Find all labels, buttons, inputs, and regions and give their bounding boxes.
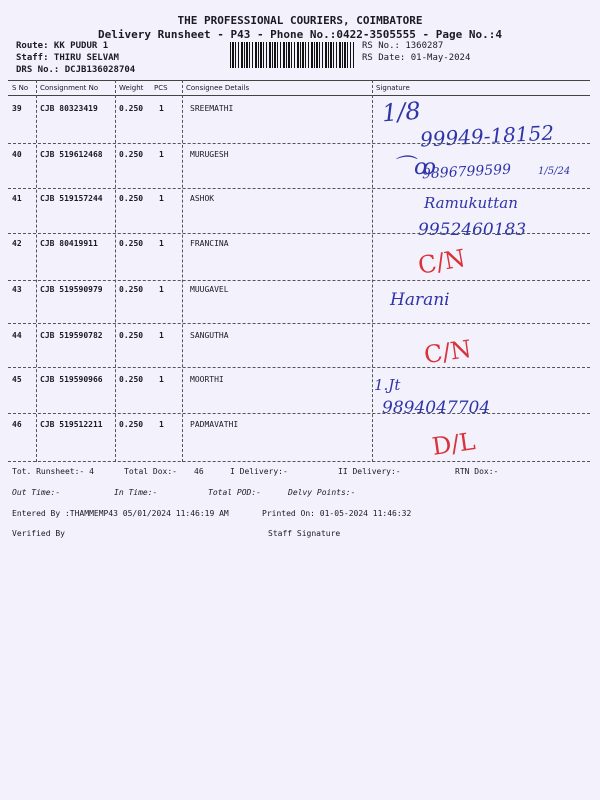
row-sno: 45 xyxy=(12,375,22,384)
row-rule xyxy=(8,413,590,414)
row-weight: 0.250 xyxy=(119,375,144,384)
total-pod: Total POD:- xyxy=(208,488,261,497)
rs-date: RS Date: 01-May-2024 xyxy=(362,53,471,63)
row-pcs: 1 xyxy=(159,104,164,113)
row-rule xyxy=(8,367,590,368)
total-dox-value: 46 xyxy=(194,467,204,476)
row-pcs: 1 xyxy=(159,150,164,159)
row-sno: 41 xyxy=(12,194,22,203)
col-header-sno: S No xyxy=(12,84,29,92)
row-consignment: CJB 80419911 xyxy=(40,239,98,248)
table-header-rule xyxy=(8,95,590,96)
row-sno: 42 xyxy=(12,239,22,248)
rtn-dox: RTN Dox:- xyxy=(455,467,499,476)
row-weight: 0.250 xyxy=(119,285,144,294)
row-consignee: SANGUTHA xyxy=(190,331,229,340)
col-header-consignee: Consignee Details xyxy=(186,84,250,92)
row-weight: 0.250 xyxy=(119,104,144,113)
col-divider xyxy=(115,80,116,462)
row-sno: 46 xyxy=(12,420,22,429)
handwritten-signature: 1.Jt xyxy=(374,376,401,394)
out-time: Out Time:- xyxy=(12,488,61,497)
signature-scrawl: ⌒ꝏ xyxy=(392,155,436,180)
row-pcs: 1 xyxy=(159,239,164,248)
runsheet-subtitle: Delivery Runsheet - P43 - Phone No.:0422-3505555 - Page No.:4 xyxy=(98,28,502,41)
col-header-consignment: Consignment No xyxy=(40,84,99,92)
company-title: THE PROFESSIONAL COURIERS, COIMBATORE xyxy=(177,14,423,27)
col-divider xyxy=(36,80,37,462)
row-consignment: CJB 80323419 xyxy=(40,104,98,113)
handwritten-signature: 1/8 xyxy=(381,96,422,128)
row-sno: 44 xyxy=(12,331,22,340)
row-sno: 39 xyxy=(12,104,22,113)
col-divider xyxy=(372,80,373,462)
row-consignee: MUUGAVEL xyxy=(190,285,229,294)
row-pcs: 1 xyxy=(159,331,164,340)
row-consignment: CJB 519512211 xyxy=(40,420,103,429)
handwritten-signature: 9896799599 xyxy=(421,161,512,183)
handwritten-signature: Ramukuttan xyxy=(424,194,518,212)
row-consignee: ASHOK xyxy=(190,194,215,203)
row-consignment: CJB 519590979 xyxy=(40,285,103,294)
row-consignee: MURUGESH xyxy=(190,150,229,159)
row-weight: 0.250 xyxy=(119,239,144,248)
barcode xyxy=(230,42,354,68)
rs-number: RS No.: 1360287 xyxy=(362,41,444,51)
entered-by: Entered By :THAMMEMP43 05/01/2024 11:46:19 AM xyxy=(12,509,229,518)
verified-by: Verified By xyxy=(12,529,65,538)
row-consignment: CJB 519590966 xyxy=(40,375,103,384)
ii-delivery: II Delivery:- xyxy=(338,467,401,476)
row-rule xyxy=(8,461,590,462)
row-consignment: CJB 519612468 xyxy=(40,150,103,159)
row-rule xyxy=(8,233,590,234)
row-pcs: 1 xyxy=(159,375,164,384)
in-time: In Time:- xyxy=(114,488,158,497)
handwritten-signature: 1/5/24 xyxy=(538,166,571,177)
handwritten-signature: Harani xyxy=(390,290,450,310)
row-rule xyxy=(8,188,590,189)
col-header-signature: Signature xyxy=(376,84,410,92)
drs-number: DRS No.: DCJB136028704 xyxy=(16,65,136,75)
row-sno: 43 xyxy=(12,285,22,294)
row-consignee: FRANCINA xyxy=(190,239,229,248)
handwritten-remark: C/N xyxy=(422,334,474,370)
handwritten-signature: 9894047704 xyxy=(382,398,491,418)
total-dox-label: Total Dox:- xyxy=(124,467,177,476)
row-pcs: 1 xyxy=(159,285,164,294)
row-rule xyxy=(8,280,590,281)
handwritten-signature: 9952460183 xyxy=(418,220,527,240)
row-sno: 40 xyxy=(12,150,22,159)
col-divider xyxy=(182,80,183,462)
row-consignee: PADMAVATHI xyxy=(190,420,239,429)
printed-on: Printed On: 01-05-2024 11:46:32 xyxy=(262,509,412,518)
row-weight: 0.250 xyxy=(119,150,144,159)
col-header-pcs: PCS xyxy=(154,84,168,92)
row-consignment: CJB 519590782 xyxy=(40,331,103,340)
row-consignee: SREEMATHI xyxy=(190,104,234,113)
handwritten-remark: C/N xyxy=(415,244,468,280)
col-header-weight: Weight xyxy=(119,84,144,92)
staff-signature-label: Staff Signature xyxy=(268,529,341,538)
i-delivery: I Delivery:- xyxy=(230,467,288,476)
row-rule xyxy=(8,143,590,144)
row-weight: 0.250 xyxy=(119,420,144,429)
route-label: Route: KK PUDUR 1 xyxy=(16,41,109,51)
row-pcs: 1 xyxy=(159,420,164,429)
row-rule xyxy=(8,323,590,324)
delvy-points: Delvy Points:- xyxy=(288,488,356,497)
total-runsheet: Tot. Runsheet:- 4 xyxy=(12,467,94,476)
handwritten-remark: D/L xyxy=(430,427,478,461)
row-consignment: CJB 519157244 xyxy=(40,194,103,203)
handwritten-signature: 99949-18152 xyxy=(419,120,555,152)
row-pcs: 1 xyxy=(159,194,164,203)
row-weight: 0.250 xyxy=(119,194,144,203)
row-weight: 0.250 xyxy=(119,331,144,340)
staff-label: Staff: THIRU SELVAM xyxy=(16,53,119,63)
row-consignee: MOORTHI xyxy=(190,375,224,384)
table-top-rule xyxy=(8,80,590,81)
